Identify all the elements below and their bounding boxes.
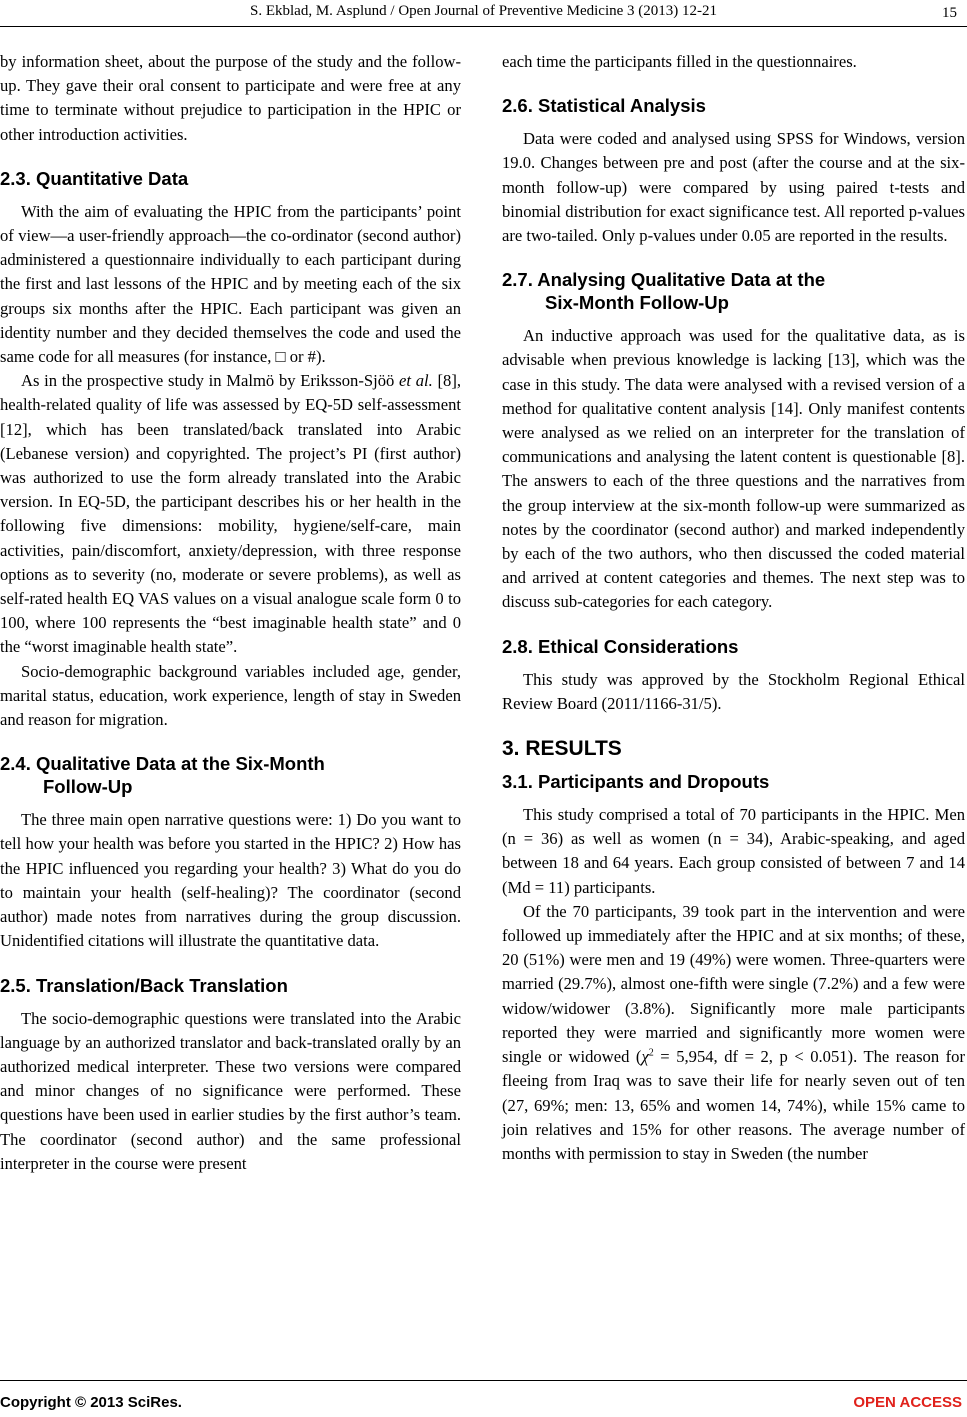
heading-line: Follow-Up	[43, 776, 133, 798]
heading-line: 2.4. Qualitative Data at the Six-Month	[0, 753, 325, 775]
paragraph-statistical-analysis: Data were coded and analysed using SPSS for Windows, version 19.0. Changes between pre and post (after the course and at the six-month follow-up) were compared by using paired t-tests and binomial distribution for exact significance test. All reported p-values are two-tailed. Only p-values under 0.05 are reported in the results.	[502, 129, 965, 246]
heading-translation: 2.5. Translation/Back Translation	[0, 974, 288, 996]
heading-results: 3. RESULTS	[502, 737, 622, 761]
text-run: Of the 70 participants, 39 took part in the intervention and were followed up immediately after the HPIC and at six months; of these, 20 (51%) were men and 19 (49%) were women. Three-quarters were married (29.7%), almost one-fifth were single (7.2%) and a few were widow/widower (3.8%). Significantly more male participants reported they were married and significantly more women were single or widowed (	[502, 901, 965, 1067]
heading-qualitative-data	[0, 752, 461, 798]
chi-symbol: χ	[641, 1047, 649, 1067]
superscript: 2	[648, 1047, 654, 1059]
heading-line: 2.7. Analysing Qualitative Data at the	[502, 269, 826, 291]
paragraph-qualitative: The three main open narrative questions were: 1) Do you want to tell how your health was before you started in the HPIC? 2) How has the HPIC influenced you regarding your health? 3) What do you do to maintain your health (self-healing)? The coordinator (second author) made notes from narratives during the group discussion. Unidentified citations will illustrate the quantitative data.	[0, 810, 461, 951]
paragraph-participants-a: This study comprised a total of 70 participants in the HPIC. Men (n = 36) as well as women (n = 34), Arabic-speaking, and aged between 18 and 64 years. Each group consisted of between 7 and 14 (Md = 11) participants.	[502, 805, 965, 897]
paragraph-participants-b	[502, 900, 965, 1166]
heading-quantitative-data: 2.3. Quantitative Data	[0, 167, 189, 189]
header-rule	[0, 26, 967, 27]
paragraph-translation: The socio-demographic questions were translated into the Arabic language by an authorized translator and back-translated orally by an authorized medical interpreter. These two versions were compared and minor changes of no significance were performed. These questions have been used in earlier studies by the first author’s team. The coordinator (second author) and the same professional interpreter in the course were present	[0, 1008, 461, 1173]
text-run: As in the prospective study in Malmö by Eriksson-Sjöö	[21, 371, 400, 391]
heading-ethical-considerations: 2.8. Ethical Considerations	[502, 635, 739, 657]
paragraph-quantitative-c: Socio-demographic background variables included age, gender, marital status, education, work experience, length of stay in Sweden and reason for migration.	[0, 661, 461, 730]
text-run-italic: et al.	[399, 371, 433, 391]
paragraph-quantitative-a: With the aim of evaluating the HPIC from the participants’ point of view—a user-friendly approach—the co-ordinator (second author) administered a questionnaire individually to each participant during the first and last lessons of the HPIC and by meeting each of the six groups six months after the HPIC. Each participant was given an identity number and they decided themselves the code and used the same code for all measures (for instance, □ or #).	[0, 201, 461, 367]
paragraph-analysing-qualitative: An inductive approach was used for the qualitative data, as is advisable when previous knowledge is lacking [13], which was the case in this study. The data were analysed with a revised version of a method for qualitative content analysis [14]. Only manifest contents were analysed as we relied on an interpreter for the translation of communications and analysing the latent content is questionable [8]. The answers to each of the three questions and the narratives from the group interview at the six-month follow-up were summarized as notes by the coordinator (second author) and marked independently by each of the two authors, who then discussed the coded material and arrived at content categories and themes. The next step was to discuss sub-categories for each category.	[502, 326, 965, 612]
footer-rule	[0, 1380, 967, 1381]
heading-line: Six-Month Follow-Up	[545, 292, 729, 314]
running-head: S. Ekblad, M. Asplund / Open Journal of Preventive Medicine 3 (2013) 12-21	[249, 3, 717, 19]
page-footer	[0, 1380, 967, 1417]
heading-analysing-qualitative	[502, 268, 965, 314]
paragraph-ethical: This study was approved by the Stockholm Regional Ethical Review Board (2011/1166-31/5).	[502, 669, 965, 713]
left-column	[0, 50, 461, 1176]
page-header	[0, 0, 967, 30]
copyright-notice: Copyright © 2013 SciRes.	[0, 1394, 182, 1411]
open-access-label: OPEN ACCESS	[853, 1394, 962, 1411]
heading-statistical-analysis: 2.6. Statistical Analysis	[502, 95, 706, 117]
heading-participants-dropouts: 3.1. Participants and Dropouts	[502, 771, 770, 793]
text-run: [8], health-related quality of life was assessed by EQ-5D self-assessment [12], which has been translated/back translated into Arabic (Lebanese version) and copyrighted. The project’s PI (first author) was authorized to use the form already translated into the Arabic version. In EQ-5D, the participant describes his or her health in the following five dimensions: mobility, hygiene/self-care, main activities, pain/discomfort, anxiety/depression, with three response options as to severity (no, moderate or severe problems), as well as self-rated health EQ VAS values on a visual analogue scale form 0 to 100, where 100 represents the “best imaginable health state” and 0 the “worst imaginable health state”.	[0, 371, 461, 657]
paragraph-quantitative-b	[0, 369, 461, 659]
page-number: 15	[942, 5, 957, 21]
right-column	[502, 50, 965, 1166]
text-run: = 5,954, df = 2, p < 0.051). The reason for fleeing from Iraq was to save their life for nearly seven out of ten (27, 69%; men: 13, 65% and women 14, 74%), while 15% came to join relatives and 15% for other reasons. The average number of months with permission to stay in Sweden (the number	[502, 1047, 966, 1163]
paragraph-consent: by information sheet, about the purpose of the study and the follow-up. They gave their oral consent to participate and were free at any time to terminate without prejudice to participation in the HPIC or other introduction activities.	[0, 52, 461, 144]
paragraph-continued: each time the participants filled in the questionnaires.	[502, 52, 857, 71]
